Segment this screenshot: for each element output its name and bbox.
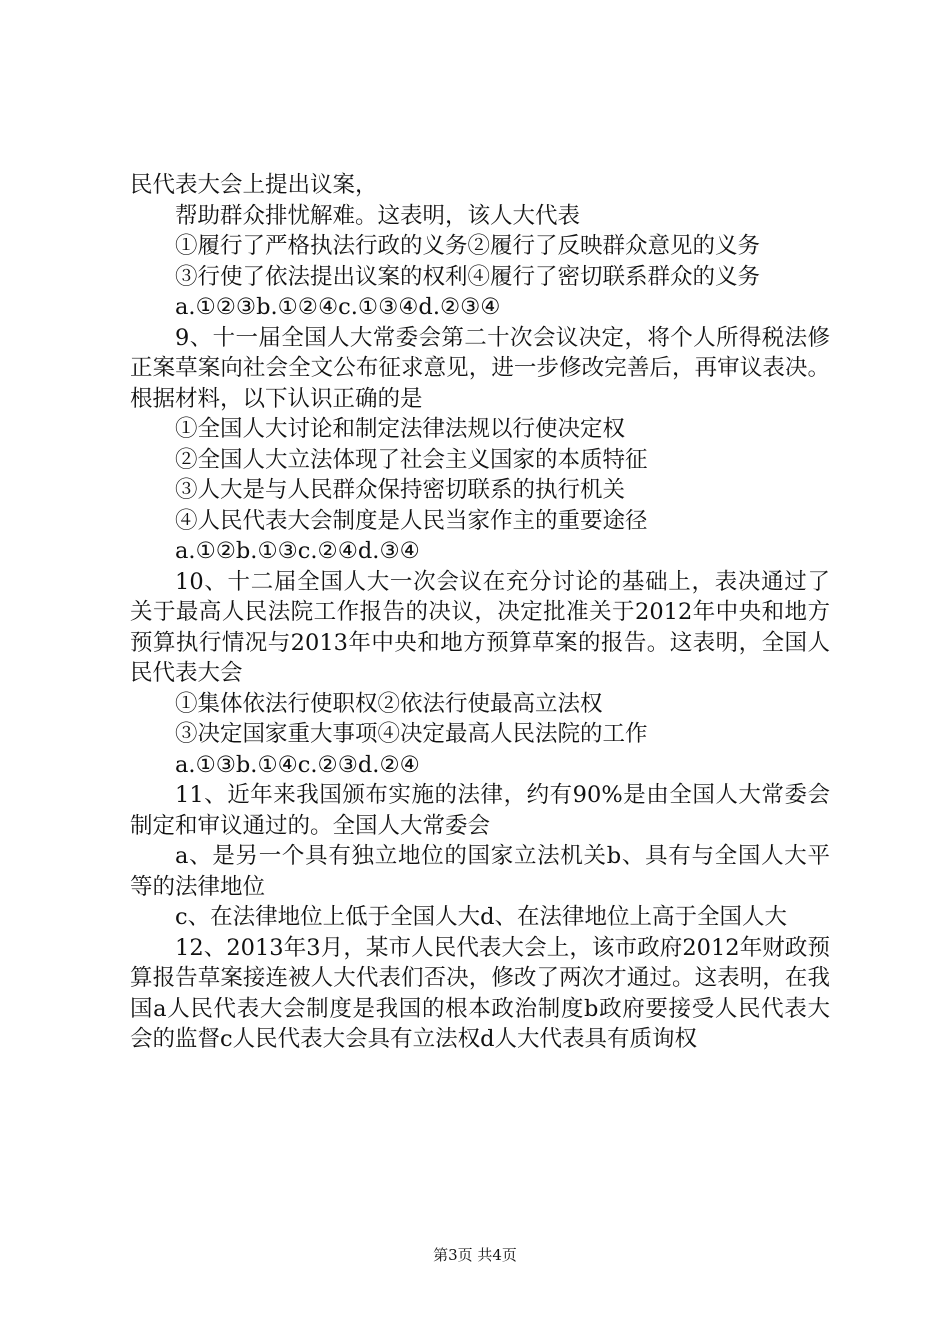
option-line: ①集体依法行使职权②依法行使最高立法权 — [175, 690, 603, 717]
option-line: a、是另一个具有独立地位的国家立法机关b、具有与全国人大平等的法律地位 — [130, 843, 830, 900]
question-11: 11、近年来我国颁布实施的法律，约有90%是由全国人大常委会制定和审议通过的。全国人大常委会 — [130, 782, 830, 839]
page-footer — [0, 1244, 950, 1265]
option-line: ③行使了依法提出议案的权利④履行了密切联系群众的义务 — [175, 263, 761, 290]
question-9: 9、十一届全国人大常委会第二十次会议决定，将个人所得税法修正案草案向社会全文公布征求意见，进一步修改完善后，再审议表决。根据材料，以下认识正确的是 — [130, 324, 830, 412]
option-line: ①全国人大讨论和制定法律法规以行使决定权 — [175, 416, 626, 442]
question-12: 12、2013年3月，某市人民代表大会上，该市政府2012年财政预算报告草案接连被人大代表们否决，修改了两次才通过。这表明，在我国a人民代表大会制度是我国的根本政治制度b政府要接受人民代表大会的监督c人民代表大会具有立法权d人大代表具有质询权 — [130, 934, 830, 1052]
answer-choices: a.①③b.①④c.②③d.②④ — [175, 751, 420, 778]
answer-choices: a.①②③b.①②④c.①③④d.②③④ — [175, 294, 501, 320]
page-number: 第3页 共4页 — [433, 1246, 517, 1264]
option-line: ④人民代表大会制度是人民当家作主的重要途径 — [175, 507, 648, 534]
option-line: ③决定国家重大事项④决定最高人民法院的工作 — [175, 721, 648, 747]
option-line: ③人大是与人民群众保持密切联系的执行机关 — [175, 477, 626, 503]
paragraph: 民代表大会上提出议案， — [130, 172, 378, 198]
question-10: 10、十二届全国人大一次会议在充分讨论的基础上，表决通过了关于最高人民法院工作报告的决议，决定批准关于2012年中央和地方预算执行情况与2013年中央和地方预算草案的报告。这表明，全国人民代表大会 — [130, 568, 830, 686]
option-line: ①履行了严格执法行政的义务②履行了反映群众意见的义务 — [175, 233, 761, 259]
document-body — [130, 170, 830, 1055]
paragraph: 帮助群众排忧解难。这表明，该人大代表 — [175, 202, 581, 229]
answer-choices: a.①②b.①③c.②④d.③④ — [175, 538, 420, 564]
option-line: ②全国人大立法体现了社会主义国家的本质特征 — [175, 446, 648, 473]
option-line: c、在法律地位上低于全国人大d、在法律地位上高于全国人大 — [175, 904, 788, 930]
